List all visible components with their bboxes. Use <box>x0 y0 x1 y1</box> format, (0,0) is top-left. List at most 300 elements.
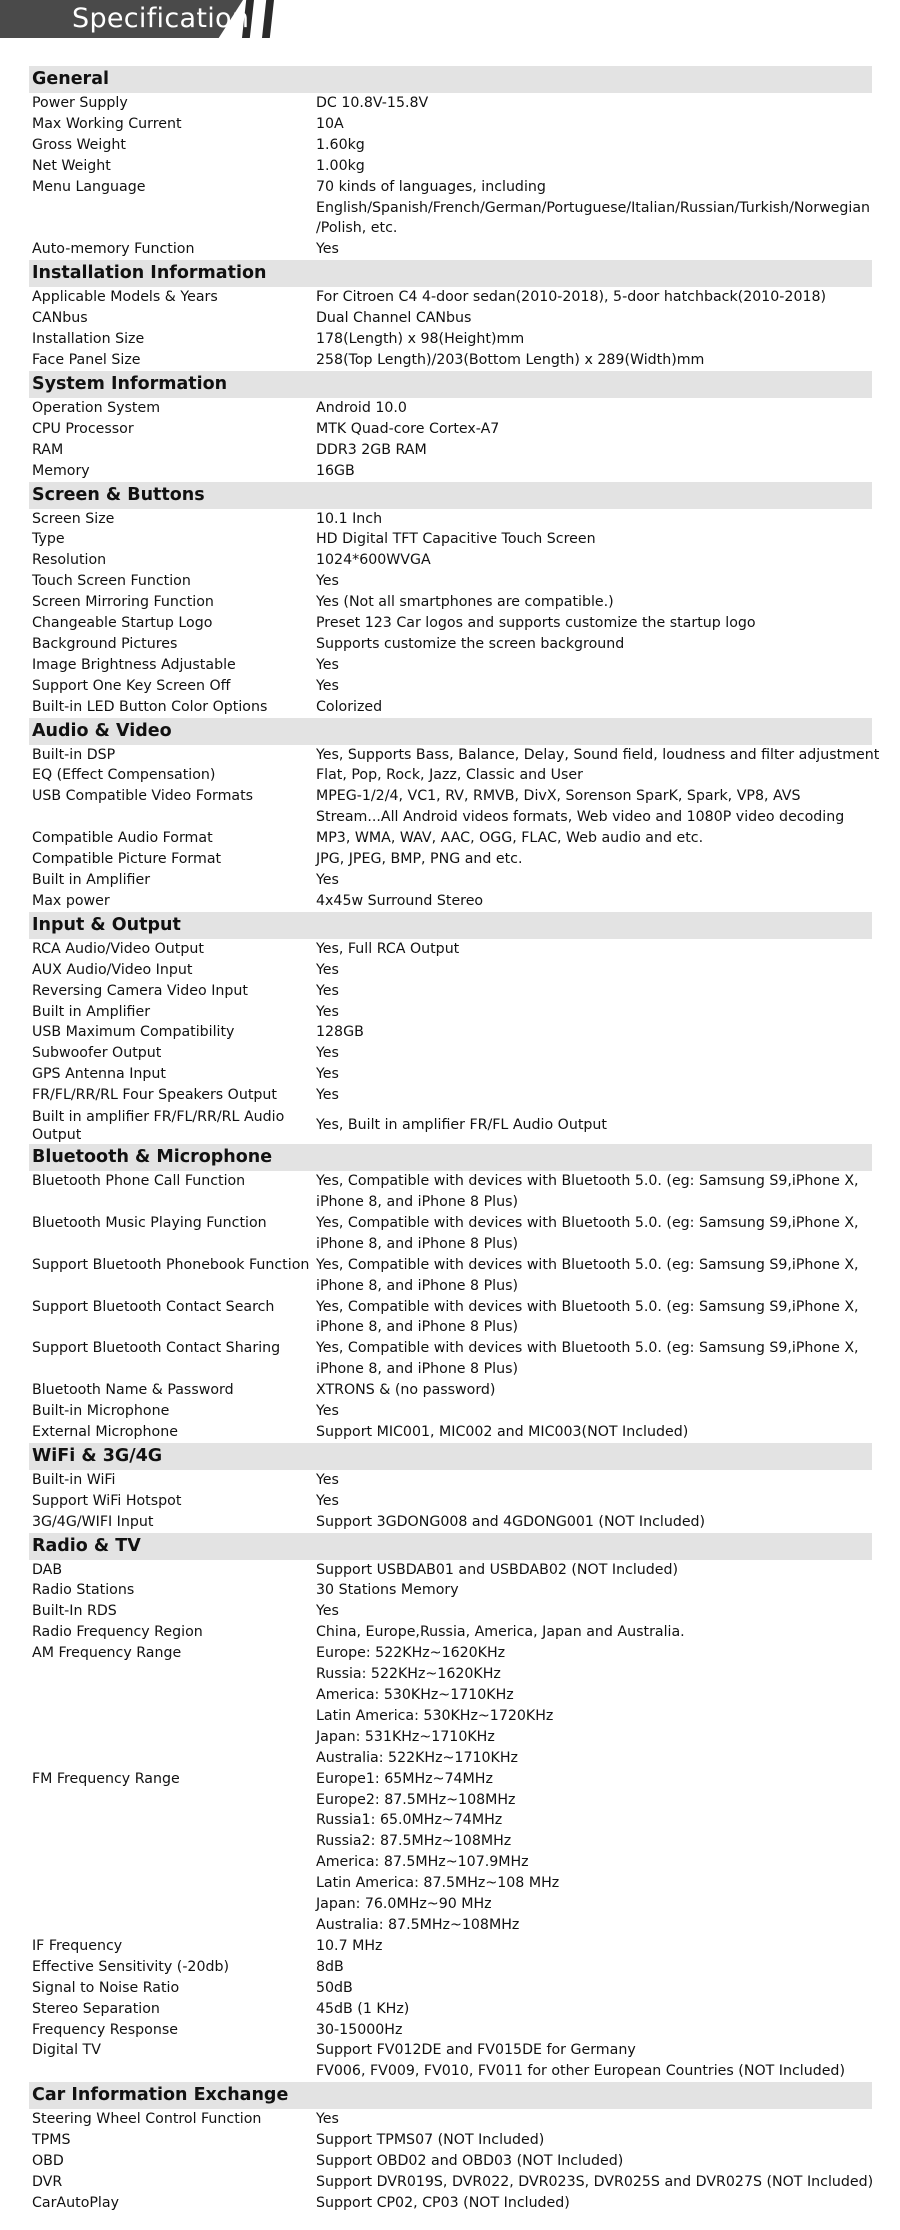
spec-label: CANbus <box>32 310 88 327</box>
spec-value-line: Support 3GDONG008 and 4GDONG001 (NOT Included) <box>316 1513 706 1530</box>
spec-value <box>316 2020 872 2041</box>
spec-value-line: MP3, WMA, WAV, AAC, OGG, FLAC, Web audio and etc. <box>316 830 704 847</box>
spec-value-line: Yes, Compatible with devices with Bluetooth 5.0. (eg: Samsung S9,iPhone X, <box>316 1256 859 1273</box>
spec-row <box>29 1470 872 1491</box>
spec-label: Screen Mirroring Function <box>32 594 214 611</box>
spec-value <box>316 329 872 350</box>
spec-value <box>316 135 872 156</box>
spec-value-line: Russia1: 65.0MHz~74MHz <box>316 1812 503 1829</box>
spec-value-line: DC 10.8V-15.8V <box>316 95 429 111</box>
spec-value-line: Latin America: 530KHz~1720KHz <box>316 1707 554 1724</box>
spec-row <box>29 1297 872 1339</box>
spec-row <box>29 613 872 634</box>
spec-label: Built in Amplifier <box>32 1003 151 1020</box>
spec-value-line: For Citroen C4 4-door sedan(2010-2018), 5-door hatchback(2010-2018) <box>316 289 827 306</box>
spec-row <box>29 1978 872 1999</box>
spec-label: EQ (Effect Compensation) <box>32 767 216 784</box>
spec-row <box>29 1936 872 1957</box>
spec-value-line: Yes <box>316 2111 339 2128</box>
spec-section <box>29 1533 872 2083</box>
spec-value <box>316 1422 872 1443</box>
spec-value-line: Yes <box>316 656 339 673</box>
spec-label: Applicable Models & Years <box>32 289 218 306</box>
spec-label: Built-In RDS <box>32 1603 117 1620</box>
spec-value <box>316 156 872 177</box>
spec-label: Max power <box>32 892 110 909</box>
spec-label: 3G/4G/WIFI Input <box>32 1513 154 1530</box>
spec-row <box>29 981 872 1002</box>
spec-label: Net Weight <box>32 157 111 174</box>
spec-row <box>29 571 872 592</box>
spec-row <box>29 1401 872 1422</box>
spec-label: Support Bluetooth Contact Search <box>32 1298 275 1315</box>
spec-row <box>29 655 872 676</box>
spec-value <box>316 1106 872 1144</box>
spec-value <box>316 1470 872 1491</box>
spec-row <box>29 1601 872 1622</box>
spec-value <box>316 1022 872 1043</box>
section-header: System Information <box>29 371 872 398</box>
spec-value-line: Yes, Compatible with devices with Bluetooth 5.0. (eg: Samsung S9,iPhone X, <box>316 1214 859 1231</box>
spec-value <box>316 177 872 240</box>
spec-label: AM Frequency Range <box>32 1645 182 1662</box>
spec-row <box>29 135 872 156</box>
spec-row <box>29 308 872 329</box>
spec-value <box>316 1297 872 1339</box>
spec-value <box>316 891 872 912</box>
spec-value-line: iPhone 8, and iPhone 8 Plus) <box>316 1361 518 1378</box>
spec-value <box>316 398 872 419</box>
spec-value-line: Russia2: 87.5MHz~108MHz <box>316 1833 512 1850</box>
spec-value-line: America: 87.5MHz~107.9MHz <box>316 1854 529 1871</box>
spec-row <box>29 676 872 697</box>
spec-label: Support WiFi Hotspot <box>32 1492 182 1509</box>
spec-section <box>29 66 872 260</box>
spec-value-line: 258(Top Length)/203(Bottom Length) x 289(Width)mm <box>316 351 705 368</box>
spec-value <box>316 1064 872 1085</box>
spec-row <box>29 891 872 912</box>
spec-label: Subwoofer Output <box>32 1045 162 1062</box>
spec-value <box>316 2193 872 2214</box>
spec-row <box>29 1085 872 1106</box>
spec-value <box>316 1338 872 1380</box>
spec-value <box>316 2130 872 2151</box>
spec-value <box>316 828 872 849</box>
spec-value-line: FV006, FV009, FV010, FV011 for other European Countries (NOT Included) <box>316 2063 845 2080</box>
spec-value-line: Japan: 76.0MHz~90 MHz <box>316 1896 492 1913</box>
spec-row <box>29 1002 872 1023</box>
spec-value-line: 8dB <box>316 1958 344 1975</box>
spec-value-line: Yes, Full RCA Output <box>316 940 460 957</box>
spec-value <box>316 745 879 766</box>
spec-label: GPS Antenna Input <box>32 1066 166 1083</box>
spec-row <box>29 1213 872 1255</box>
spec-value-line: JPG, JPEG, BMP, PNG and etc. <box>316 851 523 868</box>
spec-value-line: 70 kinds of languages, including <box>316 178 546 195</box>
spec-label: Background Pictures <box>32 635 178 652</box>
spec-label: Built-in DSP <box>32 746 116 763</box>
spec-row <box>29 1957 872 1978</box>
spec-label: CarAutoPlay <box>32 2194 119 2211</box>
spec-row <box>29 1560 872 1581</box>
spec-value <box>316 1999 872 2020</box>
spec-row <box>29 156 872 177</box>
spec-value-line: Yes <box>316 573 339 590</box>
spec-value-line: 30 Stations Memory <box>316 1582 459 1599</box>
spec-label: DAB <box>32 1561 63 1578</box>
spec-label: Built in amplifier FR/FL/RR/RL Audio Output <box>32 1109 285 1144</box>
spec-value <box>316 571 872 592</box>
spec-value <box>316 1769 872 1936</box>
spec-value-line: Yes <box>316 1003 339 1020</box>
spec-section <box>29 371 872 482</box>
spec-row <box>29 1769 872 1936</box>
spec-value-line: Preset 123 Car logos and supports customize the startup logo <box>316 615 756 632</box>
spec-value-line: Australia: 87.5MHz~108MHz <box>316 1916 520 1933</box>
spec-value <box>316 1085 872 1106</box>
spec-value-line: 10.7 MHz <box>316 1937 383 1954</box>
spec-section <box>29 718 880 912</box>
spec-label: Built-in Microphone <box>32 1403 170 1420</box>
spec-value-line: Europe: 522KHz~1620KHz <box>316 1645 506 1662</box>
spec-row <box>29 1580 872 1601</box>
spec-label: Signal to Noise Ratio <box>32 1979 180 1996</box>
spec-label: TPMS <box>32 2132 71 2149</box>
spec-row <box>29 398 872 419</box>
spec-label: AUX Audio/Video Input <box>32 961 193 978</box>
spec-value <box>316 550 872 571</box>
spec-value-line: Yes <box>316 1087 339 1104</box>
spec-value-line: Yes <box>316 961 339 978</box>
spec-label: CPU Processor <box>32 420 134 437</box>
spec-label: Changeable Startup Logo <box>32 615 213 632</box>
spec-value <box>316 1601 872 1622</box>
spec-label: Resolution <box>32 552 107 569</box>
spec-value-line: 10A <box>316 115 344 132</box>
spec-label: Effective Sensitivity (-20db) <box>32 1958 230 1975</box>
spec-value <box>316 287 872 308</box>
spec-value-line: Yes, Compatible with devices with Bluetooth 5.0. (eg: Samsung S9,iPhone X, <box>316 1173 859 1190</box>
spec-value <box>316 1957 872 1978</box>
spec-value-line: Russia: 522KHz~1620KHz <box>316 1666 501 1683</box>
spec-row <box>29 2172 872 2193</box>
spec-value <box>316 786 872 828</box>
section-header: Audio & Video <box>29 718 872 745</box>
spec-row <box>29 1171 872 1213</box>
spec-row <box>29 697 872 718</box>
spec-value <box>316 93 872 114</box>
spec-row <box>29 2020 872 2041</box>
spec-value-line: Japan: 531KHz~1710KHz <box>316 1728 495 1745</box>
spec-value-line: Flat, Pop, Rock, Jazz, Classic and User <box>316 767 583 784</box>
spec-label: Stereo Separation <box>32 2000 160 2017</box>
spec-value <box>316 849 872 870</box>
spec-value <box>316 1512 872 1533</box>
spec-label: Built in Amplifier <box>32 872 151 888</box>
spec-row <box>29 745 880 766</box>
spec-row <box>29 765 872 786</box>
spec-value <box>316 1171 872 1213</box>
section-header: General <box>29 66 872 93</box>
spec-label: Operation System <box>32 399 161 416</box>
spec-value <box>316 1002 872 1023</box>
spec-value-line: Android 10.0 <box>316 399 407 416</box>
spec-label: Digital TV <box>32 2042 101 2059</box>
spec-value-line: Supports customize the screen background <box>316 635 625 652</box>
spec-value <box>316 239 872 260</box>
spec-value <box>316 308 872 329</box>
spec-section <box>29 482 872 718</box>
spec-value-line: Yes <box>316 1403 339 1420</box>
spec-row <box>29 1643 872 1768</box>
spec-value <box>316 634 872 655</box>
spec-value <box>316 1043 872 1064</box>
spec-label: FR/FL/RR/RL Four Speakers Output <box>32 1087 277 1104</box>
spec-value <box>316 1580 872 1601</box>
specification-banner <box>0 0 900 38</box>
spec-value <box>316 350 872 371</box>
spec-row <box>29 786 872 828</box>
spec-value-line: Yes <box>316 982 339 999</box>
spec-label: Face Panel Size <box>32 351 141 368</box>
spec-value <box>316 1560 872 1581</box>
spec-value <box>316 676 872 697</box>
spec-value-line: Europe1: 65MHz~74MHz <box>316 1770 493 1787</box>
spec-value-line: Yes, Supports Bass, Balance, Delay, Sound field, loudness and filter adjustment <box>316 746 880 763</box>
spec-value-line: 45dB (1 KHz) <box>316 2000 410 2017</box>
spec-label: Steering Wheel Control Function <box>32 2111 262 2128</box>
spec-row <box>29 440 872 461</box>
spec-label: Radio Stations <box>32 1582 135 1599</box>
spec-row <box>29 939 872 960</box>
spec-value <box>316 613 872 634</box>
spec-label: DVR <box>32 2173 63 2190</box>
spec-value-line: Yes <box>316 677 339 694</box>
spec-value-line: Yes <box>316 1492 339 1509</box>
banner-stripe <box>262 0 274 38</box>
spec-value-line: Yes <box>316 1603 339 1620</box>
spec-value <box>316 1978 872 1999</box>
spec-row <box>29 849 872 870</box>
spec-value-line: iPhone 8, and iPhone 8 Plus) <box>316 1277 518 1294</box>
spec-value <box>316 1622 872 1643</box>
spec-row <box>29 550 872 571</box>
spec-row <box>29 592 872 613</box>
spec-value-line: Europe2: 87.5MHz~108MHz <box>316 1791 516 1808</box>
spec-value-line: iPhone 8, and iPhone 8 Plus) <box>316 1193 518 1210</box>
spec-row <box>29 634 872 655</box>
spec-value <box>316 114 872 135</box>
spec-label: Bluetooth Music Playing Function <box>32 1214 267 1231</box>
spec-value <box>316 2172 873 2193</box>
spec-row <box>29 870 872 891</box>
spec-row <box>29 2109 872 2130</box>
spec-row <box>29 529 872 550</box>
spec-value-line: Support USBDAB01 and USBDAB02 (NOT Included) <box>316 1561 679 1578</box>
spec-section <box>29 1144 872 1443</box>
spec-value-line: 4x45w Surround Stereo <box>316 892 484 909</box>
spec-label: Support Bluetooth Contact Sharing <box>32 1340 281 1357</box>
spec-label: RCA Audio/Video Output <box>32 940 204 957</box>
spec-row <box>29 1999 872 2020</box>
spec-value-line: Stream...All Android videos formats, Web video and 1080P video decoding <box>316 809 845 826</box>
spec-label: Image Brightness Adjustable <box>32 656 236 673</box>
spec-row <box>29 1622 872 1643</box>
spec-row <box>29 1491 872 1512</box>
spec-label: Radio Frequency Region <box>32 1624 203 1641</box>
spec-value <box>316 1491 872 1512</box>
spec-label: Reversing Camera Video Input <box>32 982 248 999</box>
spec-label: Frequency Response <box>32 2021 178 2038</box>
spec-value-line: MTK Quad-core Cortex-A7 <box>316 420 500 437</box>
spec-value <box>316 1213 872 1255</box>
spec-value-line: 178(Length) x 98(Height)mm <box>316 331 525 348</box>
spec-value-line: 1.60kg <box>316 136 365 153</box>
spec-value-line: Support CP02, CP03 (NOT Included) <box>316 2194 570 2211</box>
spec-label: Compatible Audio Format <box>32 830 213 847</box>
spec-value <box>316 509 872 530</box>
spec-label: Built-in WiFi <box>32 1471 116 1488</box>
spec-section <box>29 260 872 371</box>
spec-value-line: Support FV012DE and FV015DE for Germany <box>316 2042 636 2059</box>
spec-value-line: China, Europe,Russia, America, Japan and Australia. <box>316 1624 685 1641</box>
spec-value-line: Yes, Compatible with devices with Bluetooth 5.0. (eg: Samsung S9,iPhone X, <box>316 1298 859 1315</box>
spec-value-line: English/Spanish/French/German/Portuguese/Italian/Russian/Turkish/Norwegian <box>316 199 871 216</box>
spec-label: Max Working Current <box>32 115 182 132</box>
spec-label: Menu Language <box>32 178 146 195</box>
spec-row <box>29 419 872 440</box>
spec-value-line: 1.00kg <box>316 157 365 174</box>
spec-value-line: MPEG-1/2/4, VC1, RV, RMVB, DivX, Sorenson SparK, Spark, VP8, AVS <box>316 788 801 805</box>
spec-value-line: Dual Channel CANbus <box>316 310 472 327</box>
spec-label: Installation Size <box>32 331 145 348</box>
spec-value-line: Yes (Not all smartphones are compatible.) <box>316 594 614 611</box>
spec-row <box>29 1064 872 1085</box>
spec-row <box>29 239 872 260</box>
spec-row <box>29 2130 872 2151</box>
spec-label: IF Frequency <box>32 1937 123 1954</box>
spec-value <box>316 960 872 981</box>
spec-row <box>29 509 872 530</box>
spec-label: Bluetooth Name & Password <box>32 1382 234 1399</box>
spec-row <box>29 1338 872 1380</box>
spec-row <box>29 1422 872 1443</box>
spec-value <box>316 419 872 440</box>
spec-value-line: Yes <box>316 872 339 888</box>
spec-label: Screen Size <box>32 510 115 527</box>
spec-value <box>316 939 872 960</box>
spec-label: External Microphone <box>32 1423 178 1440</box>
spec-value-line: 10.1 Inch <box>316 510 383 527</box>
spec-value-line: 16GB <box>316 462 355 479</box>
spec-label: Type <box>32 531 65 548</box>
spec-row <box>29 329 872 350</box>
spec-row <box>29 1512 872 1533</box>
spec-value <box>316 981 872 1002</box>
spec-value-line: Yes <box>316 1045 339 1062</box>
spec-section <box>29 2082 872 2214</box>
spec-label: RAM <box>32 441 64 458</box>
spec-value-line: Support DVR019S, DVR022, DVR023S, DVR025S and DVR027S (NOT Included) <box>316 2173 874 2190</box>
spec-row <box>29 1022 872 1043</box>
spec-value-line: Yes <box>316 1471 339 1488</box>
spec-value-line: Yes <box>316 241 339 258</box>
spec-value-line: Yes, Built in amplifier FR/FL Audio Output <box>316 1116 607 1133</box>
spec-section <box>29 912 872 1144</box>
section-header: Radio & TV <box>29 1533 872 1560</box>
spec-value-line: iPhone 8, and iPhone 8 Plus) <box>316 1319 518 1336</box>
spec-label: Memory <box>32 462 90 479</box>
spec-value <box>316 1380 872 1401</box>
page-title: Specification <box>72 3 250 34</box>
spec-value-line: 128GB <box>316 1024 364 1041</box>
section-header: WiFi & 3G/4G <box>29 1443 872 1470</box>
spec-label: Compatible Picture Format <box>32 851 222 868</box>
section-header: Installation Information <box>29 260 872 287</box>
spec-value <box>316 1643 872 1768</box>
spec-row <box>29 1043 872 1064</box>
spec-value <box>316 1255 872 1297</box>
spec-row <box>29 828 872 849</box>
spec-value-line: Yes, Compatible with devices with Bluetooth 5.0. (eg: Samsung S9,iPhone X, <box>316 1340 859 1357</box>
spec-row <box>29 1255 872 1297</box>
spec-value <box>316 2151 872 2172</box>
spec-section <box>29 1443 872 1533</box>
spec-label: Support Bluetooth Phonebook Function <box>32 1256 310 1273</box>
spec-value-line: Yes <box>316 1066 339 1083</box>
spec-label: Built-in LED Button Color Options <box>32 698 268 715</box>
spec-value <box>316 1401 872 1422</box>
spec-value-line: Australia: 522KHz~1710KHz <box>316 1749 518 1766</box>
spec-value-line: Colorized <box>316 698 383 715</box>
spec-row <box>29 93 872 114</box>
spec-value <box>316 461 872 482</box>
spec-row <box>29 2151 872 2172</box>
spec-row <box>29 114 872 135</box>
spec-value <box>316 655 872 676</box>
spec-row <box>29 461 872 482</box>
spec-label: USB Compatible Video Formats <box>32 788 254 805</box>
spec-label: Bluetooth Phone Call Function <box>32 1173 246 1190</box>
section-header: Car Information Exchange <box>29 2082 872 2109</box>
spec-label: USB Maximum Compatibility <box>32 1024 235 1041</box>
spec-label: Gross Weight <box>32 136 126 153</box>
spec-value-line: /Polish, etc. <box>316 220 398 237</box>
section-header: Screen & Buttons <box>29 482 872 509</box>
spec-value-line: Support TPMS07 (NOT Included) <box>316 2132 545 2149</box>
spec-value <box>316 870 872 891</box>
spec-value <box>316 440 872 461</box>
spec-label: Support One Key Screen Off <box>32 677 231 694</box>
spec-value <box>316 765 872 786</box>
spec-row <box>29 350 872 371</box>
spec-value-line: America: 530KHz~1710KHz <box>316 1687 514 1703</box>
spec-value <box>316 697 872 718</box>
section-header: Input & Output <box>29 912 872 939</box>
spec-row <box>29 1380 872 1401</box>
spec-value-line: iPhone 8, and iPhone 8 Plus) <box>316 1235 518 1252</box>
spec-label: Power Supply <box>32 95 128 111</box>
spec-value-line: HD Digital TFT Capacitive Touch Screen <box>316 531 596 548</box>
spec-value-line: DDR3 2GB RAM <box>316 441 427 458</box>
spec-row <box>29 177 872 240</box>
section-header: Bluetooth & Microphone <box>29 1144 872 1171</box>
spec-value <box>316 1936 872 1957</box>
spec-label: OBD <box>32 2153 64 2170</box>
specification-table <box>29 66 880 2214</box>
spec-value-line: Support OBD02 and OBD03 (NOT Included) <box>316 2153 624 2170</box>
spec-label: Auto-memory Function <box>32 241 195 258</box>
